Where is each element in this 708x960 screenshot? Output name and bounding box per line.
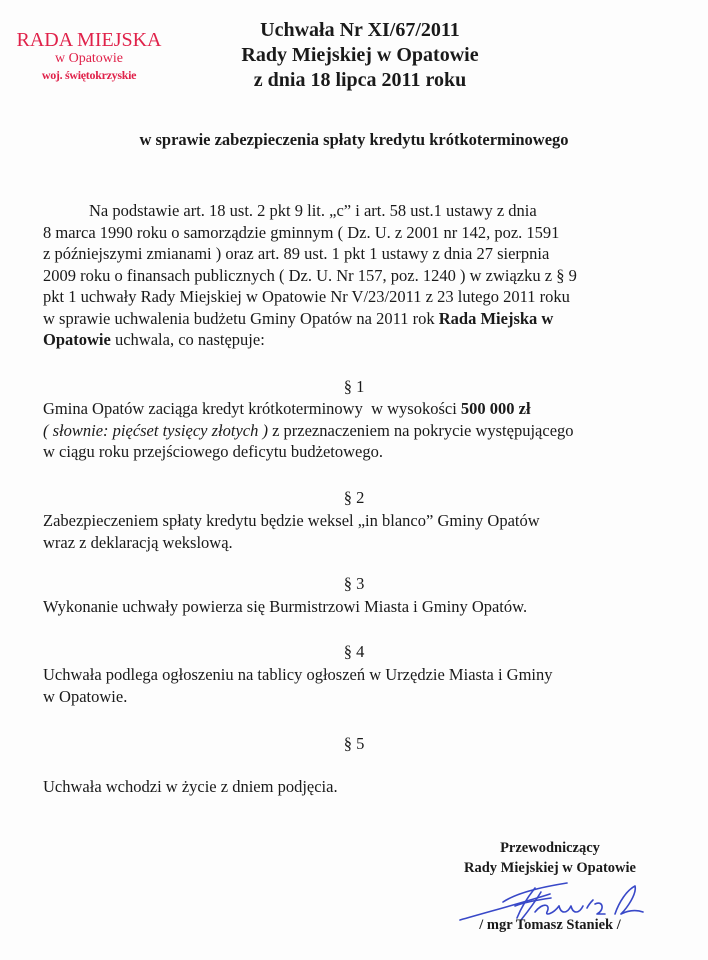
section-5-text: [43, 776, 683, 798]
preamble-line: [43, 308, 683, 330]
loan-amount: 500 000 zł: [460, 399, 531, 418]
council-name-bold: Rada Miejska w: [438, 308, 554, 328]
preamble-line: 8 marca 1990 roku o samorządzie gminnym ( Dz. U. z 2001 nr 142, poz. 1591: [43, 222, 560, 242]
signatory-name: / mgr Tomasz Staniek /: [479, 917, 621, 933]
preamble-line: z późniejszymi zmianami ) oraz art. 89 ust. 1 pkt 1 ustawy z dnia 27 sierpnia: [43, 244, 550, 263]
section-2-line: Zabezpieczeniem spłaty kredytu będzie weksel „in blanco” Gminy Opatów: [43, 511, 540, 530]
section-1-text: [43, 398, 683, 463]
stamp-line-3: woj. świętokrzyskie: [41, 67, 137, 82]
resolution-subject: w sprawie zabezpieczenia spłaty kredytu krótkoterminowego: [139, 130, 569, 149]
amount-in-words: ( słownie: pięćset tysięcy złotych ): [43, 420, 268, 440]
section-1-line: [43, 398, 683, 420]
section-2-text: [43, 510, 683, 553]
council-city-bold: Opatowie: [43, 330, 111, 349]
section-4-sign: § 4: [343, 642, 365, 661]
preamble-line: [43, 329, 683, 351]
preamble-line: 2009 roku o finansach publicznych ( Dz. U. Nr 157, poz. 1240 ) w związku z § 9: [43, 265, 577, 285]
section-3-line: Wykonanie uchwały powierza się Burmistrzowi Miasta i Gminy Opatów.: [43, 597, 528, 616]
section-4-text: [43, 664, 683, 707]
section-1-line: w ciągu roku przejściowego deficytu budżetowego.: [43, 442, 383, 461]
resolution-header: [200, 18, 520, 93]
section-1-line-text: z przeznaczeniem na pokrycie występującego: [267, 420, 574, 440]
preamble-line: pkt 1 uchwały Rady Miejskiej w Opatowie Nr V/23/2011 z 23 lutego 2011 roku: [43, 287, 570, 306]
section-1-line-text: Gmina Opatów zaciąga kredyt krótkoterminowy w wysokości: [43, 399, 461, 418]
resolution-date: z dnia 18 lipca 2011 roku: [253, 69, 467, 91]
signatory-title: Przewodniczący: [500, 840, 600, 856]
preamble-ending: uchwala, co następuje:: [110, 330, 265, 349]
section-1-sign: § 1: [343, 377, 365, 396]
section-4-line: Uchwała podlega ogłoszeniu na tablicy ogłoszeń w Urzędzie Miasta i Gminy: [43, 665, 553, 684]
signatory-body: Rady Miejskiej w Opatowie: [464, 860, 636, 876]
resolution-issuer: Rady Miejskiej w Opatowie: [241, 44, 479, 66]
stamp-line-2: w Opatowie: [54, 51, 124, 66]
section-2-line: wraz z deklaracją wekslową.: [43, 532, 233, 552]
signature-block: [420, 838, 680, 878]
section-4-line: w Opatowie.: [43, 686, 128, 706]
section-5-sign: § 5: [343, 734, 365, 753]
preamble: [43, 200, 683, 351]
section-3-text: [43, 596, 683, 618]
resolution-title: Uchwała Nr XI/67/2011: [260, 19, 460, 41]
preamble-line: Na podstawie art. 18 ust. 2 pkt 9 lit. „c” i art. 58 ust.1 ustawy z dnia: [89, 201, 537, 220]
section-5-line: Uchwała wchodzi w życie z dniem podjęcia.: [43, 777, 338, 796]
stamp-line-1: RADA MIEJSKA: [16, 29, 162, 51]
preamble-line-text: w sprawie uchwalenia budżetu Gminy Opatów na 2011 rok: [43, 308, 439, 328]
council-stamp: [14, 30, 164, 81]
section-2-sign: § 2: [343, 488, 365, 507]
section-1-line: [43, 420, 683, 442]
section-3-sign: § 3: [343, 574, 365, 593]
